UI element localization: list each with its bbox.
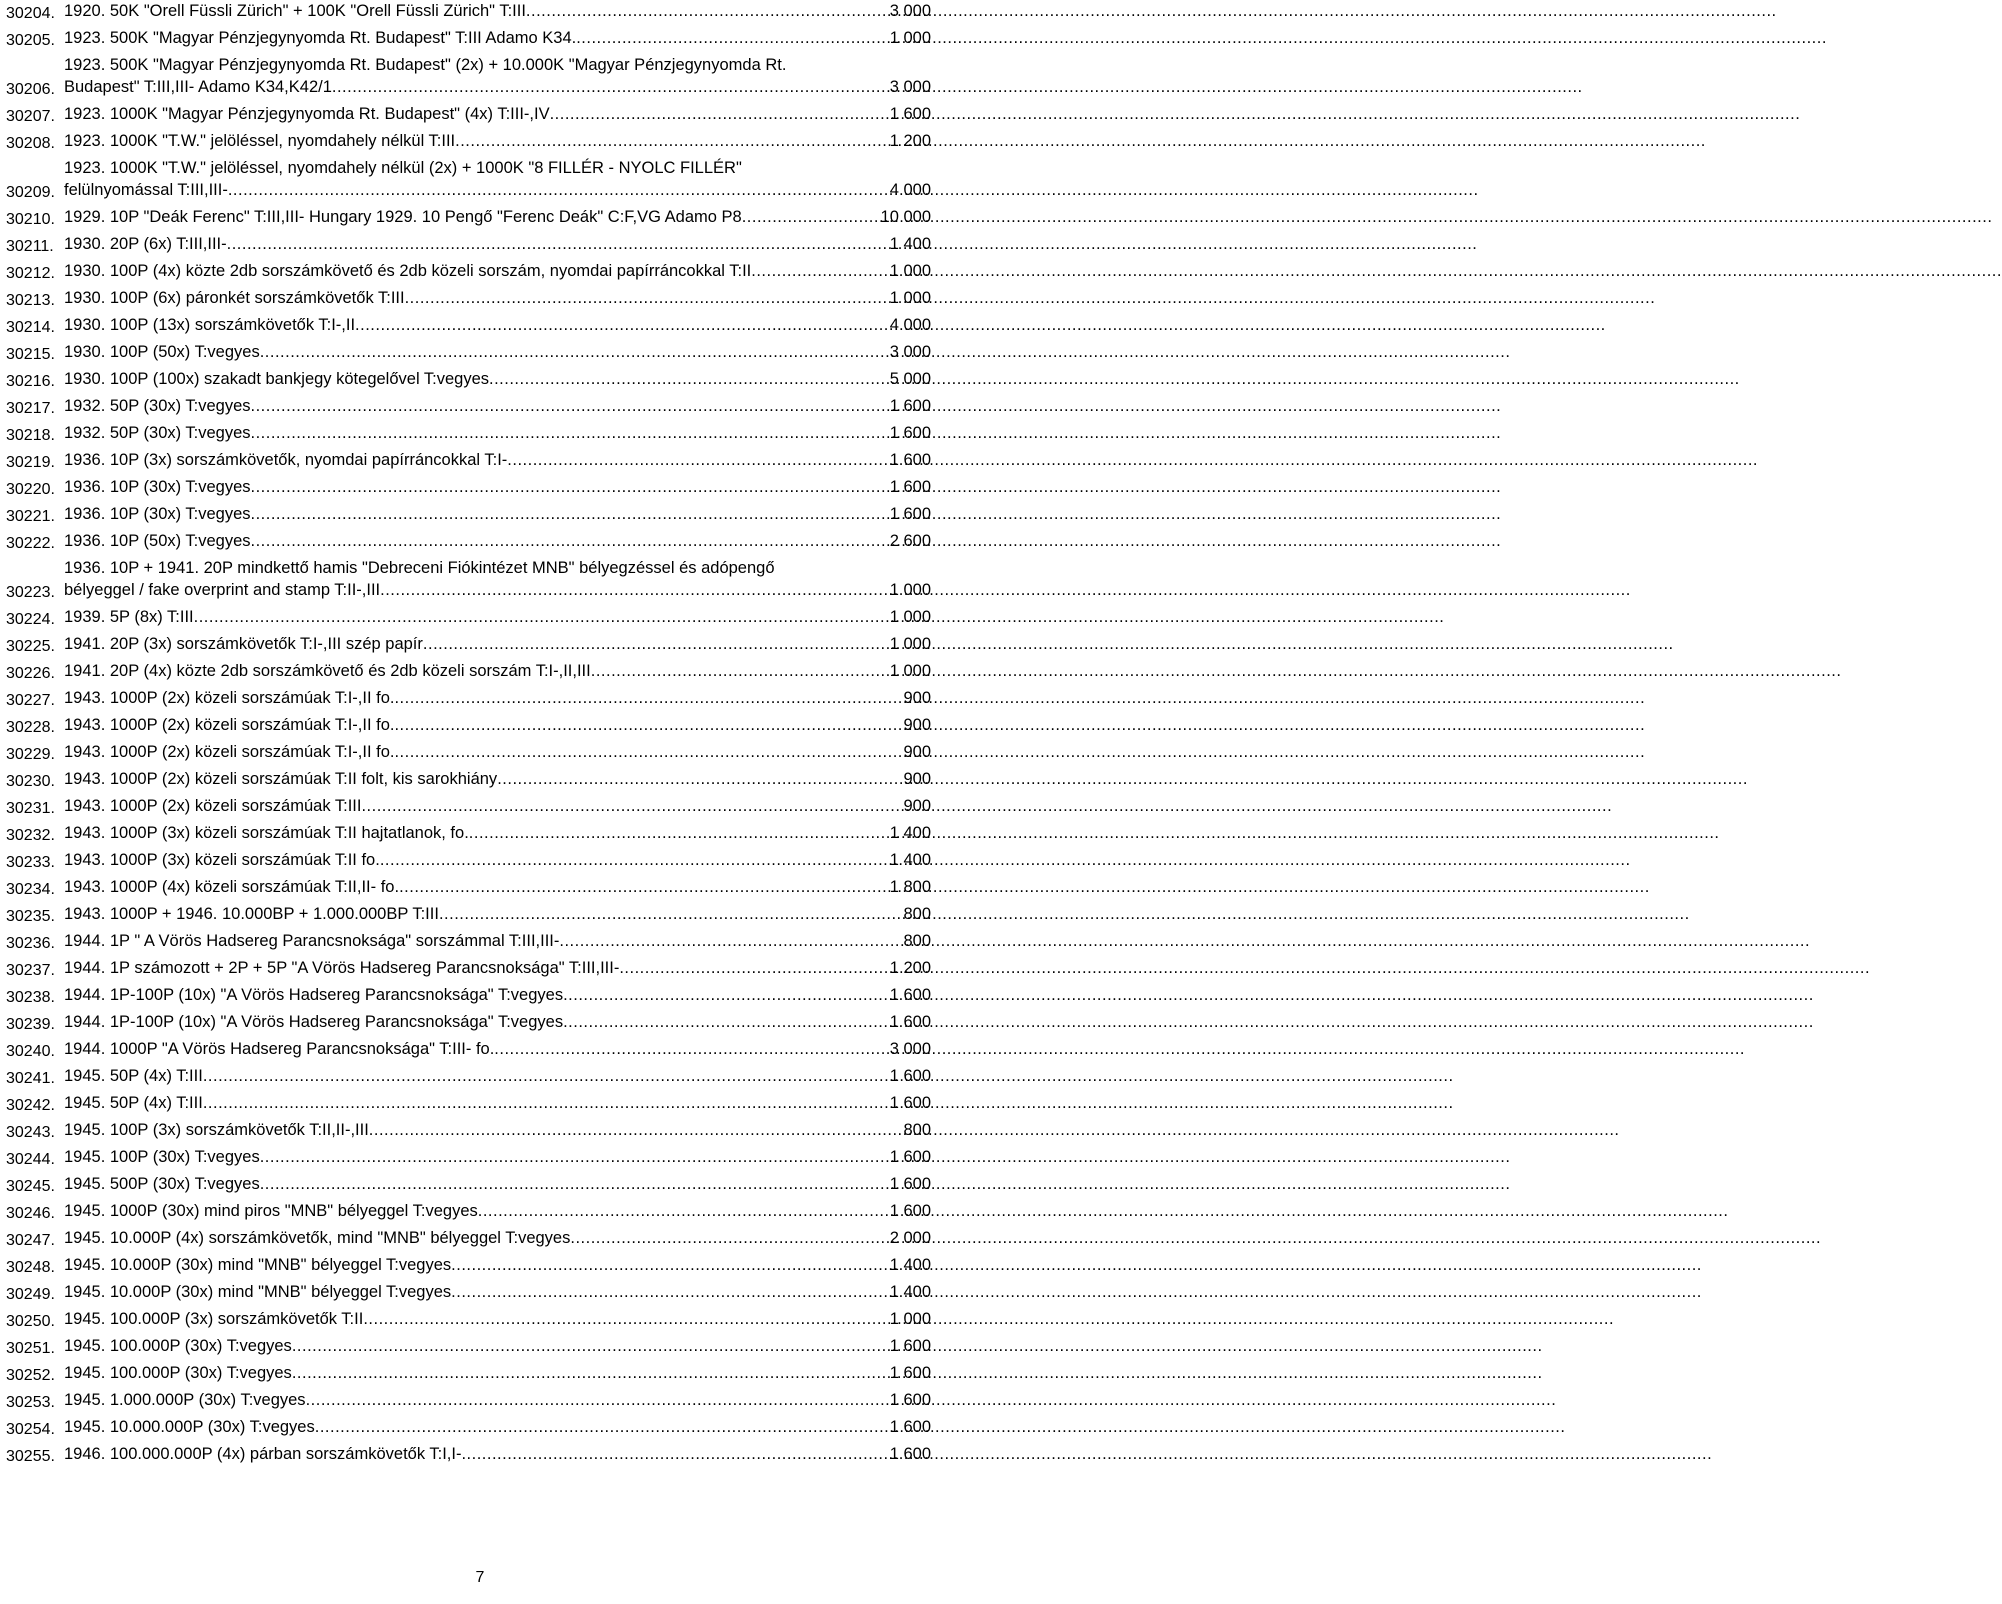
dot-leader [451, 1281, 890, 1303]
dot-leader [363, 1308, 889, 1330]
lot-price: 3 000 [889, 1040, 931, 1058]
dot-leader [260, 341, 890, 363]
lot-entry [6, 314, 931, 336]
dot-leader [251, 422, 890, 444]
lot-number: 30251. [6, 1340, 55, 1357]
lot-number: 30214. [6, 319, 55, 336]
lot-description: 1930. 100P (50x) T:vegyes [64, 343, 260, 361]
lot-price: 900 [903, 743, 931, 761]
dot-leader [228, 179, 890, 201]
lot-entry [6, 1119, 931, 1141]
dot-leader [369, 1119, 904, 1141]
lot-entry [6, 795, 931, 817]
dot-leader [251, 503, 890, 525]
dot-leader [380, 579, 890, 601]
lot-description: 1930. 100P (100x) szakadt bankjegy kötegelővel T:vegyes [64, 370, 490, 388]
dot-leader [361, 795, 903, 817]
lot-price: 4 000 [889, 181, 931, 199]
lot-entry [6, 1011, 931, 1033]
dot-leader [576, 27, 889, 49]
lot-number: 30225. [6, 638, 55, 655]
lot-description: 1936. 10P (30x) T:vegyes [64, 505, 251, 523]
lot-price: 900 [903, 770, 931, 788]
lot-description: 1939. 5P (8x) T:III [64, 608, 194, 626]
lot-description: 1932. 50P (30x) T:vegyes [64, 397, 251, 415]
lot-description: Budapest" T:III,III- Adamo K34,K42/1 [64, 78, 332, 96]
lot-entry [6, 557, 931, 601]
lot-entry [6, 1389, 931, 1411]
dot-leader [315, 1416, 890, 1438]
lot-number: 30204. [6, 5, 55, 22]
lot-price: 1 600 [889, 1094, 931, 1112]
dot-leader [591, 660, 890, 682]
lot-entry [6, 1281, 931, 1303]
lot-price: 1 600 [889, 105, 931, 123]
dot-leader [489, 368, 890, 390]
lot-description: 1945. 10.000P (30x) mind "MNB" bélyeggel T:vegyes [64, 1283, 452, 1301]
dot-leader [526, 0, 890, 22]
lot-description: 1943. 1000P (4x) közeli sorszámúak T:II,II- fo. [64, 878, 400, 896]
lot-description: 1923. 1000K "T.W." jelöléssel, nyomdahely nélkül (2x) + 1000K "8 FILLÉR - NYOLC FILLÉR" [64, 159, 742, 177]
lot-description: 1930. 20P (6x) T:III,III- [64, 235, 227, 253]
lot-number: 30205. [6, 32, 55, 49]
lot-entry [6, 206, 931, 228]
lot-price: 1 000 [889, 581, 931, 599]
lot-number: 30243. [6, 1124, 55, 1141]
lot-number: 30234. [6, 881, 55, 898]
lot-description: 1936. 10P (30x) T:vegyes [64, 478, 251, 496]
lot-entry [6, 103, 931, 125]
dot-leader [619, 957, 889, 979]
lot-price: 900 [903, 689, 931, 707]
lot-description: 1945. 500P (30x) T:vegyes [64, 1175, 260, 1193]
lot-entry [6, 287, 931, 309]
dot-leader [251, 476, 890, 498]
lot-number: 30232. [6, 827, 55, 844]
lot-price: 1 200 [889, 959, 931, 977]
lot-price: 1 600 [889, 1364, 931, 1382]
lot-description: 1930. 100P (4x) közte 2db sorszámkövető és 2db közeli sorszám, nyomdai papírráncokkal T:II [64, 262, 752, 280]
lot-number: 30218. [6, 427, 55, 444]
lot-number: 30252. [6, 1367, 55, 1384]
lot-entry [6, 849, 931, 871]
lot-price: 1 600 [889, 424, 931, 442]
lot-entry [6, 1146, 931, 1168]
dot-leader [451, 1254, 890, 1276]
dot-leader [306, 1389, 890, 1411]
dot-leader [203, 1065, 890, 1087]
lot-description: 1945. 100P (30x) T:vegyes [64, 1148, 260, 1166]
lot-entry [6, 1227, 931, 1249]
lot-price: 1 600 [889, 1202, 931, 1220]
dot-leader [494, 1038, 889, 1060]
lot-number: 30210. [6, 211, 55, 228]
lot-price: 1 000 [889, 289, 931, 307]
dot-leader [194, 606, 890, 628]
lot-entry [6, 449, 931, 471]
dot-leader [203, 1092, 890, 1114]
lot-price: 3 000 [889, 2, 931, 20]
lot-description: 1945. 10.000P (30x) mind "MNB" bélyeggel T:vegyes [64, 1256, 452, 1274]
lot-number: 30226. [6, 665, 55, 682]
lot-number: 30219. [6, 454, 55, 471]
lot-entry [6, 903, 931, 925]
lot-price: 1 600 [889, 1148, 931, 1166]
dot-leader [563, 1011, 890, 1033]
lot-number: 30230. [6, 773, 55, 790]
lot-description: 1943. 1000P + 1946. 10.000BP + 1.000.000BP T:III [64, 905, 439, 923]
lot-entry [6, 714, 931, 736]
dot-leader [251, 395, 890, 417]
lot-entry [6, 368, 931, 390]
lot-description: 1936. 10P + 1941. 20P mindkettő hamis "Debreceni Fiókintézet MNB" bélyegzéssel és adópengő [64, 559, 775, 577]
lot-entry [6, 1254, 931, 1276]
dot-leader [394, 687, 903, 709]
lot-number: 30240. [6, 1043, 55, 1060]
lot-entry [6, 957, 931, 979]
lot-price: 1 800 [889, 878, 931, 896]
lot-number: 30254. [6, 1421, 55, 1438]
lot-price: 900 [903, 716, 931, 734]
lot-price: 5 000 [889, 370, 931, 388]
lot-price: 800 [903, 1121, 931, 1139]
lot-number: 30255. [6, 1448, 55, 1465]
lot-price: 1 600 [889, 986, 931, 1004]
dot-leader [423, 633, 890, 655]
lot-entry [6, 633, 931, 655]
lot-price: 1 600 [889, 1337, 931, 1355]
lot-price: 1 600 [889, 1013, 931, 1031]
lot-price: 1 600 [889, 1391, 931, 1409]
dot-leader [380, 849, 890, 871]
lot-number: 30222. [6, 535, 55, 552]
lot-description: 1945. 100.000P (30x) T:vegyes [64, 1337, 292, 1355]
dot-leader [461, 1443, 889, 1465]
dot-leader [260, 1146, 890, 1168]
lot-description: 1944. 1P-100P (10x) "A Vörös Hadsereg Parancsnoksága" T:vegyes [64, 1013, 564, 1031]
lot-number: 30242. [6, 1097, 55, 1114]
lot-price: 1 600 [889, 1418, 931, 1436]
lot-price: 1 000 [889, 29, 931, 47]
lot-price: 3 000 [889, 78, 931, 96]
lot-description: 1932. 50P (30x) T:vegyes [64, 424, 251, 442]
dot-leader [497, 768, 903, 790]
lot-entry [6, 1443, 931, 1465]
lot-number: 30206. [6, 81, 55, 98]
lot-description: 1943. 1000P (2x) közeli sorszámúak T:III [64, 797, 362, 815]
lot-entry [6, 476, 931, 498]
lot-entry [6, 687, 931, 709]
lot-entry [6, 1092, 931, 1114]
lot-number: 30231. [6, 800, 55, 817]
lot-price: 800 [903, 905, 931, 923]
lot-entry [6, 503, 931, 525]
lot-price: 1 400 [889, 851, 931, 869]
lot-description: 1945. 10.000P (4x) sorszámkövetők, mind "MNB" bélyeggel T:vegyes [64, 1229, 571, 1247]
lot-entry [6, 1065, 931, 1087]
lot-description: 1945. 1000P (30x) mind piros "MNB" bélyeggel T:vegyes [64, 1202, 478, 1220]
lot-price: 800 [903, 932, 931, 950]
lot-description: 1941. 20P (3x) sorszámkövetők T:I-,III szép papír [64, 635, 423, 653]
lot-description: 1944. 1P " A Vörös Hadsereg Parancsnoksága" sorszámmal T:III,III- [64, 932, 560, 950]
lot-price: 900 [903, 797, 931, 815]
lot-number: 30238. [6, 989, 55, 1006]
lot-number: 30241. [6, 1070, 55, 1087]
dot-leader [292, 1362, 890, 1384]
lot-number: 30220. [6, 481, 55, 498]
lot-entry [6, 422, 931, 444]
lot-description: 1930. 100P (13x) sorszámkövetők T:I-,II [64, 316, 356, 334]
dot-leader [260, 1173, 890, 1195]
lot-description: 1943. 1000P (2x) közeli sorszámúak T:I-,II fo. [64, 689, 395, 707]
lot-entry [6, 822, 931, 844]
lot-number: 30211. [6, 238, 54, 255]
lot-number: 30212. [6, 265, 55, 282]
lot-entry [6, 1335, 931, 1357]
lot-entry [6, 768, 931, 790]
lot-entry [6, 1173, 931, 1195]
lot-entry [6, 54, 931, 98]
lot-entry [6, 741, 931, 763]
lot-number: 30253. [6, 1394, 55, 1411]
lot-entry [6, 130, 931, 152]
lot-entry [6, 341, 931, 363]
lot-price: 1 400 [889, 235, 931, 253]
lot-entry [6, 27, 931, 49]
lot-description: 1943. 1000P (3x) közeli sorszámúak T:II hajtatlanok, fo. [64, 824, 469, 842]
lot-number: 30245. [6, 1178, 55, 1195]
dot-leader [469, 822, 890, 844]
dot-leader [394, 714, 903, 736]
lot-description: 1923. 1000K "T.W." jelöléssel, nyomdahely nélkül T:III [64, 132, 456, 150]
lot-price: 1 600 [889, 451, 931, 469]
lot-description: 1945. 50P (4x) T:III [64, 1067, 203, 1085]
lot-price: 1 600 [889, 1067, 931, 1085]
lot-number: 30237. [6, 962, 55, 979]
dot-leader [332, 76, 890, 98]
lot-description: 1945. 1.000.000P (30x) T:vegyes [64, 1391, 306, 1409]
lot-price: 3 000 [889, 343, 931, 361]
lot-number: 30233. [6, 854, 55, 871]
lot-description: 1945. 10.000.000P (30x) T:vegyes [64, 1418, 315, 1436]
lot-description: 1930. 100P (6x) páronkét sorszámkövetők T:III [64, 289, 405, 307]
dot-leader [251, 530, 890, 552]
lot-description: 1936. 10P (3x) sorszámkövetők, nyomdai papírráncokkal T:I- [64, 451, 508, 469]
lot-entry [6, 876, 931, 898]
lot-number: 30244. [6, 1151, 55, 1168]
lot-price: 1 600 [889, 397, 931, 415]
dot-leader [439, 903, 904, 925]
lot-price: 2 600 [889, 532, 931, 550]
lot-number: 30224. [6, 611, 55, 628]
lot-price: 10 000 [880, 208, 931, 226]
lot-number: 30213. [6, 292, 55, 309]
lot-price: 4 000 [889, 316, 931, 334]
lot-description: 1943. 1000P (2x) közeli sorszámúak T:I-,II fo. [64, 716, 395, 734]
lot-description: 1946. 100.000.000P (4x) párban sorszámkövetők T:I,I- [64, 1445, 462, 1463]
lot-entry [6, 157, 931, 201]
lot-number: 30208. [6, 135, 55, 152]
lot-number: 30229. [6, 746, 55, 763]
lot-price: 1 000 [889, 662, 931, 680]
lot-entry [6, 1308, 931, 1330]
lot-entry [6, 1362, 931, 1384]
lot-description: felülnyomással T:III,III- [64, 181, 228, 199]
lot-price: 1 000 [889, 1310, 931, 1328]
lot-number: 30249. [6, 1286, 55, 1303]
dot-leader [455, 130, 890, 152]
lot-entry [6, 395, 931, 417]
lot-number: 30215. [6, 346, 55, 363]
lot-price: 1 600 [889, 1445, 931, 1463]
lot-price: 1 400 [889, 1283, 931, 1301]
lot-description: 1936. 10P (50x) T:vegyes [64, 532, 251, 550]
lot-description: 1945. 50P (4x) T:III [64, 1094, 203, 1112]
lot-number: 30228. [6, 719, 55, 736]
lot-entry [6, 606, 931, 628]
dot-leader [399, 876, 890, 898]
lot-entry [6, 1200, 931, 1222]
page-number: 7 [475, 1569, 485, 1586]
dot-leader [507, 449, 889, 471]
lot-description: 1943. 1000P (2x) közeli sorszámúak T:II folt, kis sarokhiány [64, 770, 498, 788]
lot-price: 1 000 [889, 608, 931, 626]
lot-number: 30246. [6, 1205, 55, 1222]
lot-description: 1944. 1P-100P (10x) "A Vörös Hadsereg Parancsnoksága" T:vegyes [64, 986, 564, 1004]
lot-entry [6, 260, 931, 282]
lot-entry [6, 984, 931, 1006]
lot-number: 30223. [6, 584, 55, 601]
lot-number: 30227. [6, 692, 55, 709]
lot-price: 1 600 [889, 505, 931, 523]
dot-leader [292, 1335, 890, 1357]
lot-price: 2 000 [889, 1229, 931, 1247]
lot-description: 1945. 100.000P (3x) sorszámkövetők T:II [64, 1310, 364, 1328]
lot-entry [6, 1038, 931, 1060]
dot-leader [550, 103, 890, 125]
lot-price: 1 000 [889, 262, 931, 280]
lot-description: 1945. 100.000P (30x) T:vegyes [64, 1364, 292, 1382]
lot-price: 1 400 [889, 824, 931, 842]
lot-entry [6, 233, 931, 255]
lot-description: bélyeggel / fake overprint and stamp T:II-,III [64, 581, 381, 599]
lot-description: 1943. 1000P (3x) közeli sorszámúak T:II fo. [64, 851, 380, 869]
lot-description: 1920. 50K "Orell Füssli Zürich" + 100K "Orell Füssli Zürich" T:III [64, 2, 526, 20]
lot-number: 30235. [6, 908, 55, 925]
lot-price: 1 200 [889, 132, 931, 150]
lot-number: 30221. [6, 508, 55, 525]
dot-leader [559, 930, 903, 952]
lot-description: 1945. 100P (3x) sorszámkövetők T:II,II-,III [64, 1121, 369, 1139]
dot-leader [405, 287, 890, 309]
lot-price: 1 600 [889, 1175, 931, 1193]
lot-entry [6, 1416, 931, 1438]
lot-number: 30247. [6, 1232, 55, 1249]
lot-number: 30236. [6, 935, 55, 952]
lot-description: 1943. 1000P (2x) közeli sorszámúak T:I-,II fo. [64, 743, 395, 761]
dot-leader [563, 984, 890, 1006]
lot-description: 1923. 500K "Magyar Pénzjegynyomda Rt. Budapest" (2x) + 10.000K "Magyar Pénzjegynyomda Rt. [64, 56, 787, 74]
dot-leader [394, 741, 903, 763]
lot-price: 1 000 [889, 635, 931, 653]
dot-leader [570, 1227, 889, 1249]
lot-entry [6, 530, 931, 552]
lot-description: 1944. 1000P "A Vörös Hadsereg Parancsnoksága" T:III- fo. [64, 1040, 495, 1058]
lot-number: 30217. [6, 400, 55, 417]
lot-price: 1 600 [889, 478, 931, 496]
lot-number: 30239. [6, 1016, 55, 1033]
lot-description: 1929. 10P "Deák Ferenc" T:III,III- Hungary 1929. 10 Pengő "Ferenc Deák" C:F,VG Adamo P8 [64, 208, 742, 226]
lot-description: 1923. 500K "Magyar Pénzjegynyomda Rt. Budapest" T:III Adamo K34. [64, 29, 577, 47]
dot-leader [355, 314, 890, 336]
lot-number: 30250. [6, 1313, 55, 1330]
dot-leader [227, 233, 890, 255]
lot-description: 1944. 1P számozott + 2P + 5P "A Vörös Hadsereg Parancsnoksága" T:III,III- [64, 959, 620, 977]
lot-description: 1923. 1000K "Magyar Pénzjegynyomda Rt. Budapest" (4x) T:III-,IV [64, 105, 550, 123]
dot-leader [742, 206, 881, 228]
lot-number: 30209. [6, 184, 55, 201]
lot-description: 1941. 20P (4x) közte 2db sorszámkövető és 2db közeli sorszám T:I-,II,III [64, 662, 591, 680]
lot-number: 30248. [6, 1259, 55, 1276]
lot-entry [6, 0, 931, 22]
lot-price: 1 400 [889, 1256, 931, 1274]
dot-leader [478, 1200, 890, 1222]
lot-number: 30216. [6, 373, 55, 390]
dot-leader [751, 260, 889, 282]
lot-entry [6, 660, 931, 682]
lot-number: 30207. [6, 108, 55, 125]
lot-entry [6, 930, 931, 952]
